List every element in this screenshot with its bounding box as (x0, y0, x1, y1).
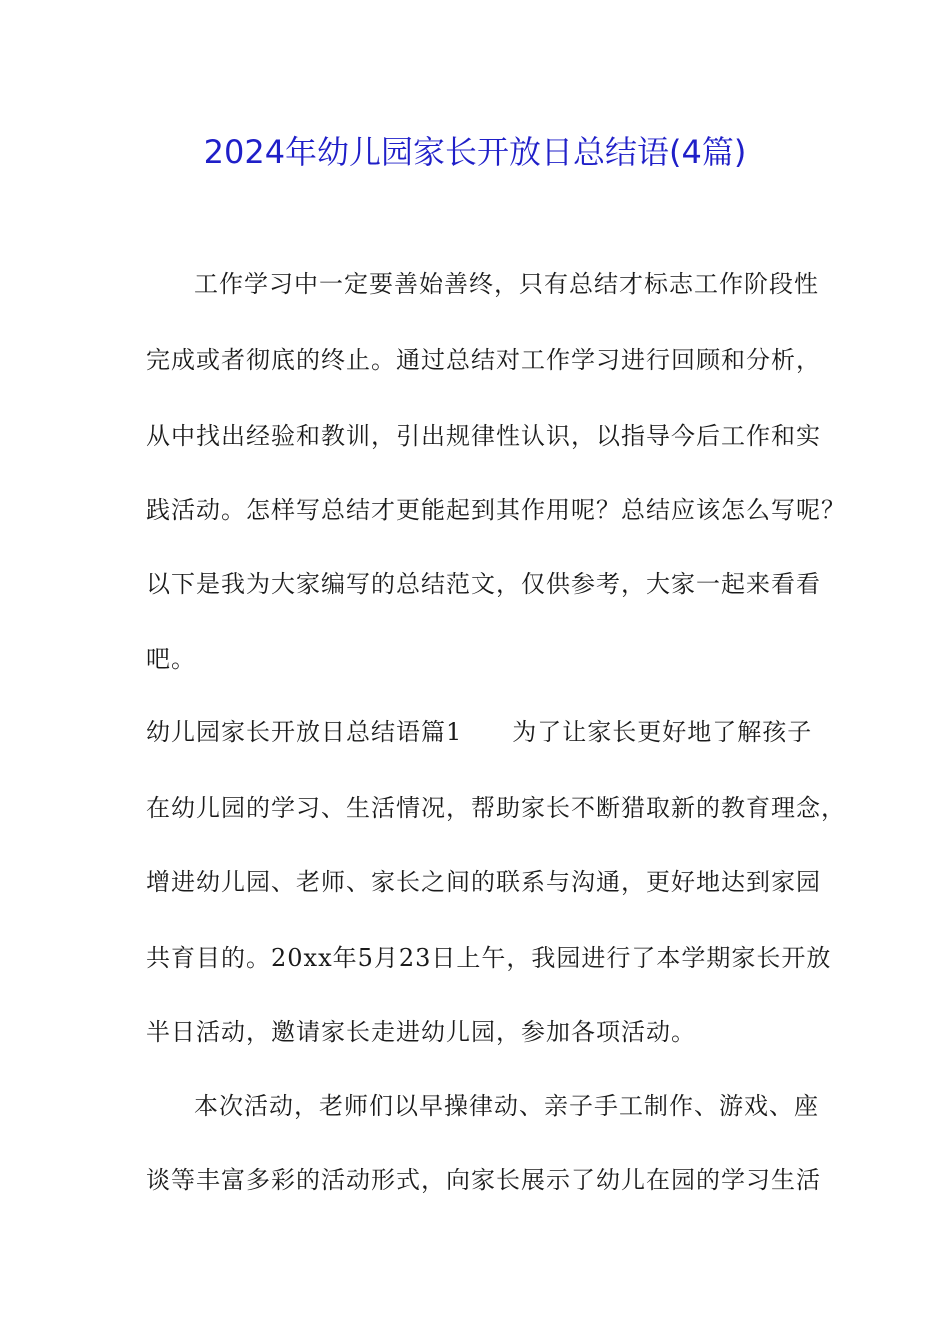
paragraph-line-2: 完成或者彻底的终止。通过总结对工作学习进行回顾和分析， (146, 346, 821, 374)
paragraph-line-9: 增进幼儿园、老师、家长之间的联系与沟通，更好地达到家园 (146, 868, 821, 896)
paragraph-line-13: 谈等丰富多彩的活动形式，向家长展示了幼儿在园的学习生活 (146, 1166, 821, 1194)
section-heading-line: 幼儿园家长开放日总结语篇1 为了让家长更好地了解孩子 (146, 718, 813, 746)
paragraph-line-3: 从中找出经验和教训，引出规律性认识，以指导今后工作和实 (146, 422, 821, 450)
paragraph-line-10: 共育目的。20xx年5月23日上午，我园进行了本学期家长开放 (146, 944, 832, 972)
paragraph-line-6: 吧。 (146, 645, 196, 673)
paragraph-line-4: 践活动。怎样写总结才更能起到其作用呢？总结应该怎么写呢？ (146, 496, 846, 524)
paragraph-line-1: 工作学习中一定要善始善终，只有总结才标志工作阶段性 (194, 270, 819, 298)
document-title: 2024年幼儿园家长开放日总结语(4篇) (203, 133, 747, 171)
paragraph-line-11: 半日活动，邀请家长走进幼儿园，参加各项活动。 (146, 1018, 696, 1046)
paragraph-line-12: 本次活动，老师们以早操律动、亲子手工制作、游戏、座 (194, 1092, 819, 1120)
paragraph-line-5: 以下是我为大家编写的总结范文，仅供参考，大家一起来看看 (146, 570, 821, 598)
paragraph-line-8: 在幼儿园的学习、生活情况，帮助家长不断猎取新的教育理念， (146, 794, 846, 822)
